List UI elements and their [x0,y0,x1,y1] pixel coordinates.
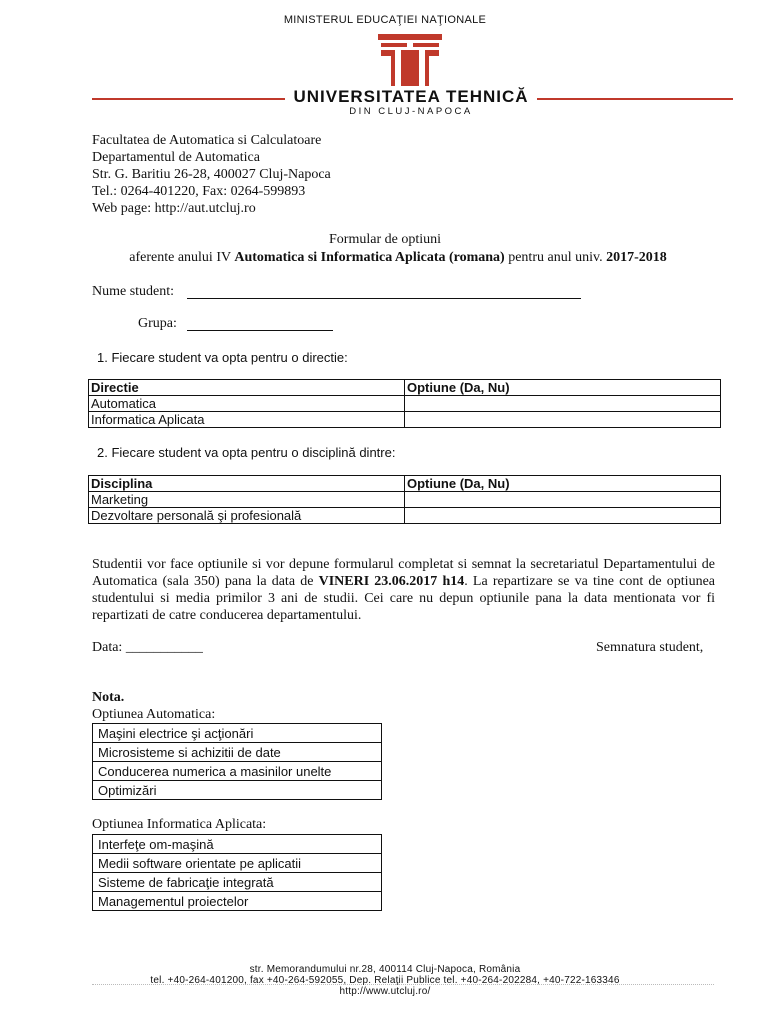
list-item: Interfeţe om-maşină [93,835,381,854]
table-row [89,508,721,524]
informatica-course-list [92,834,382,911]
column-header-discipline: Disciplina [89,476,405,492]
list-item: Sisteme de fabricaţie integrată [93,873,381,892]
subtitle-program: Automatica si Informatica Aplicata (romana) [234,250,505,265]
address-block [92,132,331,217]
header-rule-right [537,98,733,100]
phone-fax: Tel.: 0264-401220, Fax: 0264-599893 [92,184,306,199]
informatica-caption: Optiunea Informatica Aplicata: [92,817,267,832]
column-header-direction: Directie [89,380,405,396]
discipline-cell: Dezvoltare personală şi profesională [89,508,405,524]
section2-heading: 2. Fiecare student va opta pentru o disciplină dintre: [97,445,396,460]
list-item: Managementul proiectelor [98,894,249,909]
university-name: UNIVERSITATEA TEHNICĂ [293,87,529,106]
ministry-name: MINISTERUL EDUCAŢIEI NAŢIONALE [283,14,487,26]
subtitle-mid: pentru anul univ. [504,250,607,265]
footer [0,964,770,997]
discipline-table [88,475,721,524]
university-city: DIN CLUJ-NAPOCA [349,106,473,117]
ut-monogram-icon [373,34,447,86]
notice-part2: . La repartizare se va tine cont de optiunea studentului si media primilor 3 ani de studii. Cei care nu depun optiunile pana la data mentionata vor fi repartizati de catre conducerea departamentului. [92,574,716,623]
group-field[interactable] [187,330,333,331]
automatica-course-list [92,723,382,800]
web-page: Web page: http://aut.utcluj.ro [92,201,256,216]
direction-table [88,379,721,428]
department-name: Departamentul de Automatica [92,150,260,165]
student-name-label: Nume student: [92,284,175,299]
column-header-option: Optiune (Da, Nu) [405,380,721,396]
signature-label: Semnatura student, [596,640,704,655]
footer-address: str. Memorandumului nr.28, 400114 Cluj-Napoca, România [249,964,521,975]
list-item: Optimizări [98,783,157,798]
notice-deadline: VINERI 23.06.2017 h14 [318,574,465,589]
submission-notice [92,556,715,624]
notice-part1: Studentii vor face optiunile si vor depune formularul completat si semnat la secretariatul Departamentului de Automatica (sala 350) pana la data de [92,557,715,589]
list-item: Maşini electrice şi acţionări [93,724,381,743]
date-field[interactable]: Data: ___________ [92,640,203,655]
table-row [89,396,721,412]
section1-heading: 1. Fiecare student va opta pentru o directie: [97,350,348,365]
list-item: Conducerea numerica a masinilor unelte [93,762,381,781]
faculty-name: Facultatea de Automatica si Calculatoare [92,133,322,148]
street-address: Str. G. Baritiu 26-28, 400027 Cluj-Napoca [92,167,331,182]
option-cell[interactable] [405,508,721,524]
direction-cell: Informatica Aplicata [89,412,405,428]
footer-website[interactable]: http://www.utcluj.ro/ [339,986,431,997]
column-header-option: Optiune (Da, Nu) [405,476,721,492]
footer-phones: tel. +40-264-401200, fax +40-264-592055, Dep. Relaţii Publice tel. +40-264-202284, +40-722-163346 [150,975,620,986]
option-cell[interactable] [405,492,721,508]
subtitle-prefix: aferente anului IV [129,250,235,265]
automatica-caption: Optiunea Automatica: [92,707,216,722]
option-cell[interactable] [405,396,721,412]
direction-cell: Automatica [89,396,405,412]
table-row [89,412,721,428]
header-rule-left [92,98,285,100]
student-name-field[interactable] [187,298,581,299]
discipline-cell: Marketing [89,492,405,508]
list-item: Medii software orientate pe aplicatii [93,854,381,873]
table-header-row [89,380,721,396]
list-item: Microsisteme si achizitii de date [93,743,381,762]
table-row [89,492,721,508]
group-label: Grupa: [138,316,177,331]
form-subtitle [0,250,770,266]
note-title: Nota. [92,690,125,705]
option-cell[interactable] [405,412,721,428]
subtitle-year: 2017-2018 [606,250,667,265]
form-title: Formular de optiuni [329,232,441,247]
table-header-row [89,476,721,492]
